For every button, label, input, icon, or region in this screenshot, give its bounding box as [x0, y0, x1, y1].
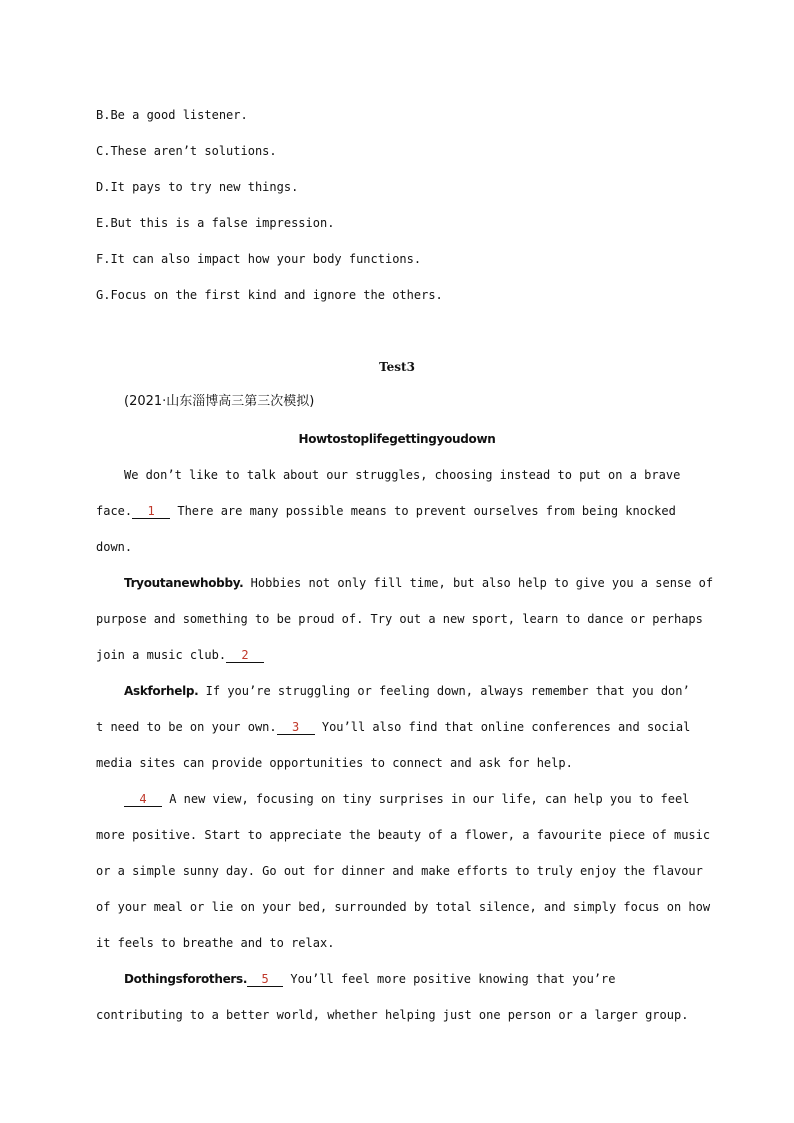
blank-2[interactable]: 2 [226, 648, 264, 663]
heading-help: Askforhelp. [124, 684, 199, 698]
heading-hobby: Tryoutanewhobby. [124, 576, 244, 590]
p4-line-5: it feels to breathe and to relax. [96, 936, 335, 950]
p4-line-4: of your meal or lie on your bed, surrounded by total silence, and simply focus on how [96, 900, 711, 914]
p1-line-2: face. 1 There are many possible means to prevent ourselves from being knocked [96, 504, 676, 518]
p3-line-3: media sites can provide opportunities to connect and ask for help. [96, 756, 573, 770]
p4-line-1: 4 A new view, focusing on tiny surprises in our life, can help you to feel [124, 790, 689, 808]
p4-line-3: or a simple sunny day. Go out for dinner and make efforts to truly enjoy the flavour [96, 864, 703, 878]
test-label: Test3 [379, 360, 415, 374]
p2-line-3: join a music club. 2 [96, 646, 264, 664]
p3-line-1: Askforhelp. If you’re struggling or feeling down, always remember that you don’ [124, 684, 690, 698]
option-c: C.These aren’t solutions. [96, 144, 277, 158]
blank-4[interactable]: 4 [124, 792, 162, 807]
p5-line-2: contributing to a better world, whether helping just one person or a larger group. [96, 1008, 689, 1022]
p2-line-2: purpose and something to be proud of. Try out a new sport, learn to dance or perhaps [96, 612, 703, 626]
source-note: (2021·山东淄博高三第三次模拟) [124, 394, 315, 409]
p1-line-3: down. [96, 540, 133, 554]
blank-1[interactable]: 1 [132, 504, 170, 519]
p4-line-2: more positive. Start to appreciate the beauty of a flower, a favourite piece of music [96, 828, 711, 842]
option-d: D.It pays to try new things. [96, 180, 299, 194]
blank-5[interactable]: 5 [247, 972, 283, 987]
p3-line-2: t need to be on your own. 3 You’ll also find that online conferences and social [96, 720, 691, 734]
option-f: F.It can also impact how your body functions. [96, 252, 422, 266]
p1-line-1: We don’t like to talk about our struggles, choosing instead to put on a brave [124, 468, 681, 482]
passage-title: Howtostoplifegettingyoudown [298, 432, 496, 446]
option-g: G.Focus on the first kind and ignore the others. [96, 288, 443, 302]
blank-3[interactable]: 3 [277, 720, 315, 735]
heading-others: Dothingsforothers. [124, 972, 248, 986]
p2-line-1: Tryoutanewhobby. Hobbies not only fill time, but also help to give you a sense of [124, 576, 714, 590]
option-e: E.But this is a false impression. [96, 216, 335, 230]
p5-line-1: Dothingsforothers. 5 You’ll feel more positive knowing that you’re [124, 972, 616, 986]
option-b: B.Be a good listener. [96, 108, 248, 122]
